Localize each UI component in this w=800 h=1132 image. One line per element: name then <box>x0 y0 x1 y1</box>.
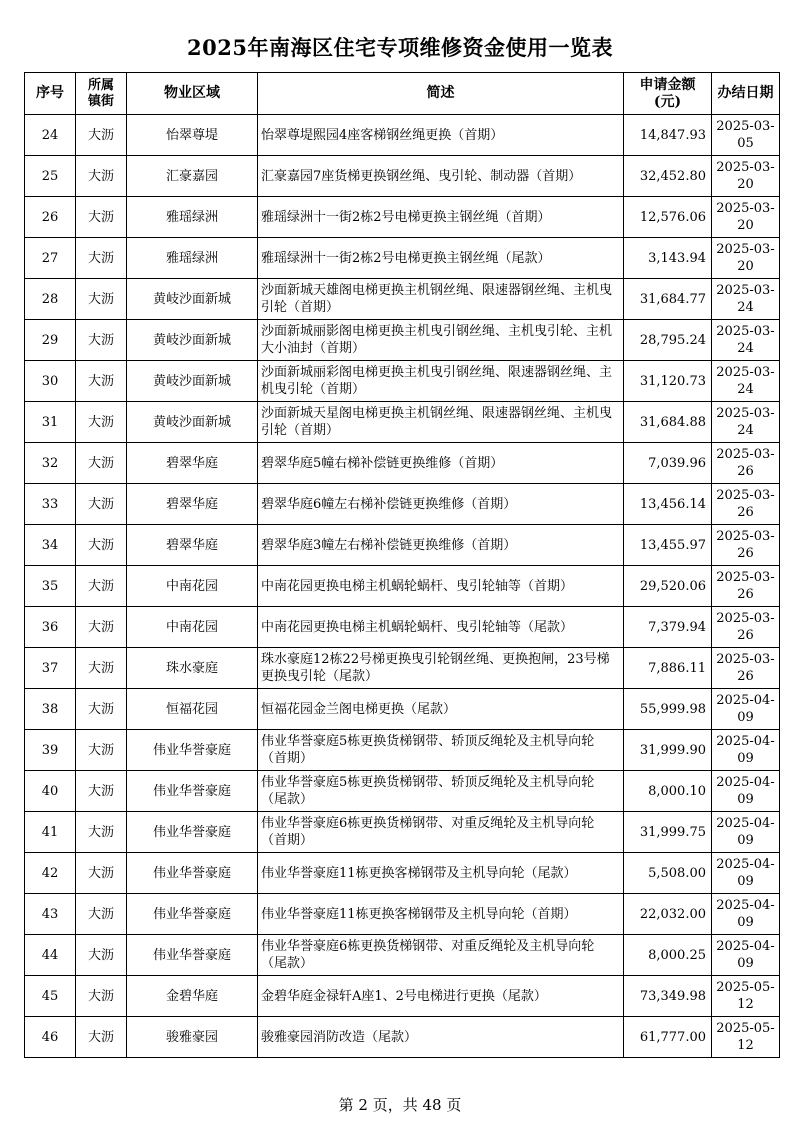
cell-seq: 46 <box>25 1017 76 1058</box>
cell-seq: 38 <box>25 689 76 730</box>
table-row <box>25 115 780 156</box>
cell-town: 大沥 <box>76 115 127 156</box>
cell-date: 2025-03-20 <box>712 156 780 197</box>
cell-date: 2025-03-26 <box>712 443 780 484</box>
cell-town: 大沥 <box>76 771 127 812</box>
cell-property: 黄岐沙面新城 <box>127 279 258 320</box>
table-row <box>25 443 780 484</box>
cell-date: 2025-03-24 <box>712 361 780 402</box>
cell-town: 大沥 <box>76 566 127 607</box>
cell-seq: 41 <box>25 812 76 853</box>
header-town-line1: 所属 <box>87 77 114 93</box>
table-row <box>25 197 780 238</box>
table-row <box>25 402 780 443</box>
cell-date: 2025-03-26 <box>712 607 780 648</box>
cell-amount: 14,847.93 <box>624 115 712 156</box>
cell-amount: 61,777.00 <box>624 1017 712 1058</box>
table-row <box>25 238 780 279</box>
cell-date: 2025-03-24 <box>712 279 780 320</box>
cell-seq: 30 <box>25 361 76 402</box>
cell-amount: 12,576.06 <box>624 197 712 238</box>
cell-date: 2025-03-05 <box>712 115 780 156</box>
cell-date: 2025-03-24 <box>712 402 780 443</box>
table-row <box>25 566 780 607</box>
cell-date: 2025-04-09 <box>712 771 780 812</box>
cell-seq: 43 <box>25 894 76 935</box>
cell-town: 大沥 <box>76 238 127 279</box>
cell-amount: 31,999.90 <box>624 730 712 771</box>
table-row <box>25 320 780 361</box>
table-row <box>25 361 780 402</box>
table-row <box>25 607 780 648</box>
cell-town: 大沥 <box>76 197 127 238</box>
cell-town: 大沥 <box>76 484 127 525</box>
table-row <box>25 484 780 525</box>
table-row <box>25 648 780 689</box>
cell-town: 大沥 <box>76 894 127 935</box>
cell-amount: 5,508.00 <box>624 853 712 894</box>
cell-date: 2025-03-20 <box>712 197 780 238</box>
cell-desc: 金碧华庭金禄轩A座1、2号电梯进行更换（尾款） <box>258 976 624 1017</box>
cell-date: 2025-04-09 <box>712 730 780 771</box>
table-row <box>25 853 780 894</box>
cell-amount: 31,120.73 <box>624 361 712 402</box>
cell-property: 伟业华誉豪庭 <box>127 812 258 853</box>
cell-desc: 碧翠华庭6幢左右梯补偿链更换维修（首期） <box>258 484 624 525</box>
cell-property: 恒福花园 <box>127 689 258 730</box>
cell-amount: 55,999.98 <box>624 689 712 730</box>
cell-town: 大沥 <box>76 976 127 1017</box>
cell-date: 2025-04-09 <box>712 689 780 730</box>
cell-desc: 珠水豪庭12栋22号梯更换曳引轮钢丝绳、更换抱闸，23号梯更换曳引轮（尾款） <box>258 648 624 689</box>
cell-desc: 恒福花园金兰阁电梯更换（尾款） <box>258 689 624 730</box>
cell-amount: 13,455.97 <box>624 525 712 566</box>
cell-seq: 33 <box>25 484 76 525</box>
table-row <box>25 156 780 197</box>
cell-amount: 28,795.24 <box>624 320 712 361</box>
table-row <box>25 525 780 566</box>
cell-town: 大沥 <box>76 648 127 689</box>
cell-town: 大沥 <box>76 689 127 730</box>
cell-date: 2025-04-09 <box>712 812 780 853</box>
cell-seq: 25 <box>25 156 76 197</box>
cell-desc: 伟业华誉豪庭5栋更换货梯钢带、轿顶反绳轮及主机导向轮（尾款） <box>258 771 624 812</box>
header-property: 物业区域 <box>127 73 258 115</box>
cell-desc: 中南花园更换电梯主机蜗轮蜗杆、曳引轮轴等（尾款） <box>258 607 624 648</box>
cell-property: 雅瑶绿洲 <box>127 197 258 238</box>
cell-seq: 45 <box>25 976 76 1017</box>
cell-desc: 骏雅豪园消防改造（尾款） <box>258 1017 624 1058</box>
cell-seq: 36 <box>25 607 76 648</box>
cell-seq: 29 <box>25 320 76 361</box>
cell-amount: 31,684.77 <box>624 279 712 320</box>
cell-desc: 汇豪嘉园7座货梯更换钢丝绳、曳引轮、制动器（首期） <box>258 156 624 197</box>
cell-property: 伟业华誉豪庭 <box>127 935 258 976</box>
cell-amount: 29,520.06 <box>624 566 712 607</box>
cell-seq: 34 <box>25 525 76 566</box>
cell-desc: 伟业华誉豪庭6栋更换货梯钢带、对重反绳轮及主机导向轮（尾款） <box>258 935 624 976</box>
cell-desc: 雅瑶绿洲十一街2栋2号电梯更换主钢丝绳（首期） <box>258 197 624 238</box>
cell-property: 中南花园 <box>127 607 258 648</box>
cell-desc: 伟业华誉豪庭11栋更换客梯钢带及主机导向轮（首期） <box>258 894 624 935</box>
cell-desc: 伟业华誉豪庭5栋更换货梯钢带、轿顶反绳轮及主机导向轮（首期） <box>258 730 624 771</box>
cell-amount: 7,039.96 <box>624 443 712 484</box>
table-row <box>25 976 780 1017</box>
cell-town: 大沥 <box>76 853 127 894</box>
cell-property: 黄岐沙面新城 <box>127 402 258 443</box>
cell-property: 碧翠华庭 <box>127 484 258 525</box>
cell-property: 碧翠华庭 <box>127 443 258 484</box>
maintenance-fund-table <box>24 72 780 1058</box>
cell-desc: 沙面新城丽彩阁电梯更换主机曳引钢丝绳、限速器钢丝绳、主机曳引轮（首期） <box>258 361 624 402</box>
cell-date: 2025-03-26 <box>712 566 780 607</box>
cell-property: 碧翠华庭 <box>127 525 258 566</box>
cell-property: 伟业华誉豪庭 <box>127 894 258 935</box>
cell-seq: 44 <box>25 935 76 976</box>
header-date: 办结日期 <box>712 73 780 115</box>
cell-amount: 73,349.98 <box>624 976 712 1017</box>
cell-desc: 碧翠华庭5幢右梯补偿链更换维修（首期） <box>258 443 624 484</box>
table-header-row <box>25 73 780 115</box>
cell-property: 雅瑶绿洲 <box>127 238 258 279</box>
cell-property: 珠水豪庭 <box>127 648 258 689</box>
cell-seq: 28 <box>25 279 76 320</box>
cell-desc: 沙面新城天雄阁电梯更换主机钢丝绳、限速器钢丝绳、主机曳引轮（首期） <box>258 279 624 320</box>
cell-date: 2025-03-26 <box>712 484 780 525</box>
cell-desc: 伟业华誉豪庭6栋更换货梯钢带、对重反绳轮及主机导向轮（首期） <box>258 812 624 853</box>
table-row <box>25 730 780 771</box>
cell-seq: 27 <box>25 238 76 279</box>
cell-town: 大沥 <box>76 156 127 197</box>
header-amount: 申请金额(元) <box>624 73 712 115</box>
cell-seq: 31 <box>25 402 76 443</box>
table-row <box>25 812 780 853</box>
table-row <box>25 689 780 730</box>
cell-amount: 8,000.25 <box>624 935 712 976</box>
table-row <box>25 771 780 812</box>
cell-property: 黄岐沙面新城 <box>127 320 258 361</box>
cell-town: 大沥 <box>76 443 127 484</box>
table-row <box>25 935 780 976</box>
cell-town: 大沥 <box>76 361 127 402</box>
cell-amount: 7,886.11 <box>624 648 712 689</box>
cell-amount: 3,143.94 <box>624 238 712 279</box>
table-row <box>25 279 780 320</box>
cell-property: 中南花园 <box>127 566 258 607</box>
header-town <box>76 73 127 115</box>
cell-property: 伟业华誉豪庭 <box>127 853 258 894</box>
cell-town: 大沥 <box>76 607 127 648</box>
cell-property: 伟业华誉豪庭 <box>127 730 258 771</box>
cell-property: 伟业华誉豪庭 <box>127 771 258 812</box>
table-row <box>25 894 780 935</box>
cell-town: 大沥 <box>76 320 127 361</box>
cell-amount: 13,456.14 <box>624 484 712 525</box>
cell-seq: 37 <box>25 648 76 689</box>
header-town-line2: 镇街 <box>87 93 114 109</box>
cell-seq: 40 <box>25 771 76 812</box>
cell-amount: 32,452.80 <box>624 156 712 197</box>
page-title: 2025年南海区住宅专项维修资金使用一览表 <box>187 35 613 60</box>
cell-seq: 32 <box>25 443 76 484</box>
cell-property: 汇豪嘉园 <box>127 156 258 197</box>
cell-desc: 碧翠华庭3幢左右梯补偿链更换维修（首期） <box>258 525 624 566</box>
cell-amount: 31,999.75 <box>624 812 712 853</box>
cell-date: 2025-05-12 <box>712 976 780 1017</box>
cell-amount: 22,032.00 <box>624 894 712 935</box>
cell-seq: 39 <box>25 730 76 771</box>
cell-town: 大沥 <box>76 812 127 853</box>
cell-date: 2025-04-09 <box>712 894 780 935</box>
cell-property: 黄岐沙面新城 <box>127 361 258 402</box>
cell-amount: 31,684.88 <box>624 402 712 443</box>
cell-amount: 7,379.94 <box>624 607 712 648</box>
cell-town: 大沥 <box>76 525 127 566</box>
cell-property: 骏雅豪园 <box>127 1017 258 1058</box>
cell-seq: 35 <box>25 566 76 607</box>
cell-date: 2025-05-12 <box>712 1017 780 1058</box>
cell-property: 怡翠尊堤 <box>127 115 258 156</box>
table-row <box>25 1017 780 1058</box>
cell-date: 2025-03-20 <box>712 238 780 279</box>
cell-desc: 沙面新城丽影阁电梯更换主机曳引钢丝绳、主机曳引轮、主机大小油封（首期） <box>258 320 624 361</box>
cell-seq: 26 <box>25 197 76 238</box>
cell-town: 大沥 <box>76 402 127 443</box>
cell-desc: 伟业华誉豪庭11栋更换客梯钢带及主机导向轮（尾款） <box>258 853 624 894</box>
cell-desc: 怡翠尊堤熙园4座客梯钢丝绳更换（首期） <box>258 115 624 156</box>
cell-amount: 8,000.10 <box>624 771 712 812</box>
cell-seq: 24 <box>25 115 76 156</box>
page-number: 第 2 页，共 48 页 <box>338 1096 462 1114</box>
cell-date: 2025-04-09 <box>712 853 780 894</box>
cell-property: 金碧华庭 <box>127 976 258 1017</box>
header-desc: 简述 <box>258 73 624 115</box>
cell-town: 大沥 <box>76 279 127 320</box>
cell-date: 2025-03-26 <box>712 525 780 566</box>
cell-date: 2025-04-09 <box>712 935 780 976</box>
cell-desc: 雅瑶绿洲十一街2栋2号电梯更换主钢丝绳（尾款） <box>258 238 624 279</box>
cell-desc: 中南花园更换电梯主机蜗轮蜗杆、曳引轮轴等（首期） <box>258 566 624 607</box>
cell-date: 2025-03-26 <box>712 648 780 689</box>
cell-town: 大沥 <box>76 1017 127 1058</box>
header-seq: 序号 <box>25 73 76 115</box>
cell-seq: 42 <box>25 853 76 894</box>
cell-town: 大沥 <box>76 935 127 976</box>
cell-date: 2025-03-24 <box>712 320 780 361</box>
cell-desc: 沙面新城天星阁电梯更换主机钢丝绳、限速器钢丝绳、主机曳引轮（首期） <box>258 402 624 443</box>
cell-town: 大沥 <box>76 730 127 771</box>
